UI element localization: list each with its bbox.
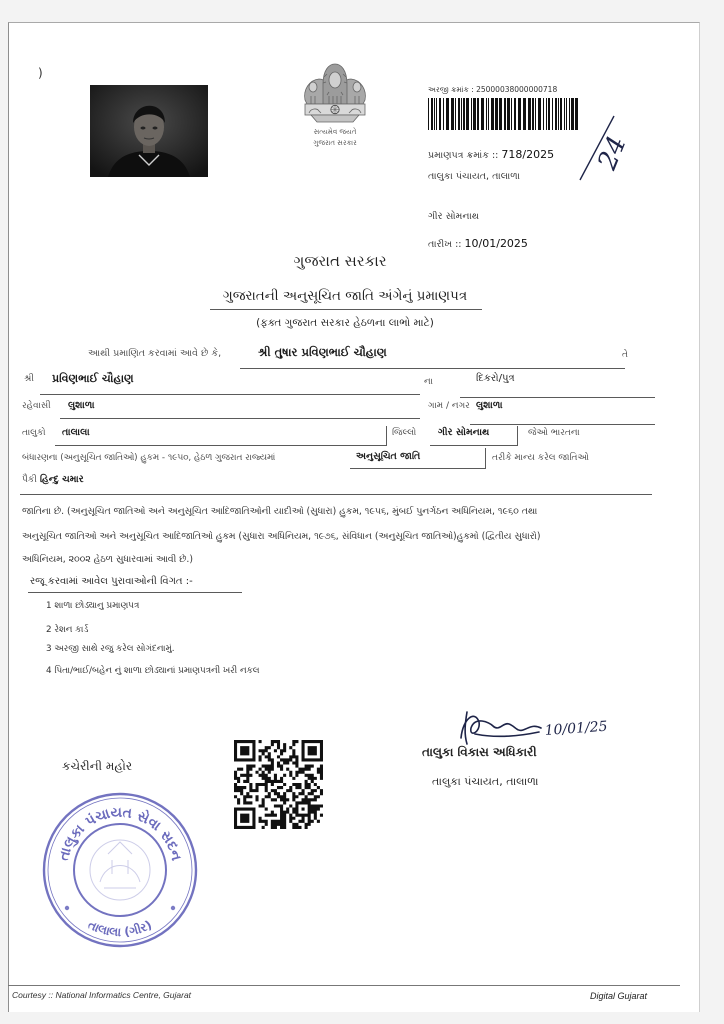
emblem-caption: ગુજરાત સરકાર: [313, 139, 357, 147]
stamp-dot: [65, 906, 69, 910]
application-number-value: 25000038000000718: [476, 85, 558, 94]
barcode-bar: [455, 98, 456, 130]
village-label: ગામ / નગર: [428, 401, 470, 411]
caste-prefix: પૈકી: [22, 475, 37, 485]
barcode-bar: [538, 98, 541, 130]
intro-text: આથી પ્રમાણિત કરવામાં આવે છે કે,: [88, 348, 222, 359]
barcode-bar: [560, 98, 562, 130]
signatory-office: તાલુકા પંચાયત, તાલાળા: [432, 775, 539, 788]
citizen-text: જેઓ ભારતના: [528, 428, 580, 438]
state-emblem-icon: [299, 60, 371, 138]
relation-underline: [460, 397, 655, 398]
barcode-bar: [488, 98, 489, 130]
barcode-bar: [458, 98, 460, 130]
caste-underline: [20, 494, 652, 495]
barcode-bar: [499, 98, 502, 130]
evidence-item: [46, 666, 259, 677]
father-prefix: શ્રી: [24, 374, 34, 384]
district-underline: [430, 445, 517, 446]
relation-value: દિકરો/પુત્ર: [476, 373, 515, 384]
caste-value: હિન્દુ ચમાર: [39, 474, 84, 485]
barcode-bar: [511, 98, 512, 130]
application-number-label: અરજી ક્રમાંક :: [428, 85, 474, 94]
barcode-bar: [514, 98, 516, 130]
evidence-heading-underline: [28, 592, 242, 593]
barcode-bar: [481, 98, 484, 130]
legal-text-line: અધિનિયમ, ૨૦૦૨ હેઠળ સુધારવામાં આવી છે.): [22, 554, 193, 565]
barcode-bar: [477, 98, 479, 130]
caste-line: [22, 474, 84, 486]
evidence-heading: રજૂ કરવામાં આવેલ પુરાવાઓની વિગત :-: [30, 576, 193, 587]
barcode-bar: [504, 98, 506, 130]
evidence-item: [46, 601, 139, 612]
signatory-title: તાલુકા વિકાસ અધિકારી: [422, 745, 537, 759]
issue-date-label: તારીખ ::: [428, 239, 462, 250]
header-office: તાલુકા પંચાયત, તાલાળા: [428, 171, 520, 182]
legal-text-line: જાતિના છે. (અનુસૂચિત જાતિઓ અને અનુસૂચિત આદિજાતિઓની યાદીઓ (સુધારા) હુકમ, ૧૯૫૬, મુંબઈ પુનર્ગઠન અધિનિયમ, ૧૯૬૦ તથા: [22, 506, 538, 517]
barcode-bar: [428, 98, 429, 130]
handwritten-serial-mark: [572, 110, 642, 190]
legal-text-line: અનુસૂચિત જાતિઓ અને અનુસૂચિત આદિજાતિઓ હુકમ (સુધારા અધિનિયમ, ૧૯૭૬, સંવિધાન (અનુસૂચિત જાતિઓ)હુકમો (દ્વિતીય સુધારો): [22, 531, 541, 542]
evidence-item-text: શાળા છોડ્યાનુ પ્રમાણપત્ર: [54, 601, 140, 611]
barcode-bar: [466, 98, 469, 130]
application-number: [428, 85, 557, 94]
intro-suffix: તે: [622, 350, 628, 360]
category-value: અનુસૂચિત જાતિ: [356, 451, 421, 462]
stamp-bottom-text: તાલાલા (ગીર): [85, 917, 155, 940]
certificate-number-value: 718/2025: [501, 148, 555, 161]
barcode-bar: [495, 98, 498, 130]
village-value: લુશાળા: [476, 400, 503, 411]
certificate-subtitle: (ફક્ત ગુજરાત સરકાર હેઠળના લાભો માટે): [256, 317, 434, 329]
barcode-bar: [558, 98, 559, 130]
barcode-bar: [473, 98, 476, 130]
handwritten-serial-text: 24: [592, 132, 633, 174]
government-heading: ગુજરાત સરકાર: [293, 252, 387, 270]
svg-text:તાલાલા (ગીર): [86, 918, 154, 940]
certificate-number-label: પ્રમાણપત્ર ક્રમાંક ::: [428, 150, 499, 161]
taluka-value: તાલાલા: [62, 427, 90, 438]
barcode-bar: [443, 98, 444, 130]
barcode-bar: [431, 98, 433, 130]
certificate-number: [428, 148, 554, 162]
barcode-bar: [564, 98, 565, 130]
evidence-item: [46, 644, 175, 655]
relation-label: ના: [424, 377, 433, 387]
evidence-item-text: રેશન કાર્ડ: [54, 625, 89, 635]
resident-underline: [60, 418, 420, 419]
barcode-bar: [486, 98, 487, 130]
barcode-bar: [535, 98, 536, 130]
barcode-bar: [546, 98, 547, 130]
barcode-bar: [463, 98, 465, 130]
barcode-bar: [446, 98, 449, 130]
footer-rule: [8, 985, 680, 986]
father-name: પ્રવિણભાઈ ચૌહાણ: [52, 372, 134, 385]
evidence-item-number: 1: [46, 601, 52, 611]
header-district: ગીર સોમનાથ: [428, 211, 480, 222]
footer-brand: Digital Gujarat: [590, 991, 648, 1001]
barcode-bar: [555, 98, 557, 130]
evidence-item: [46, 625, 88, 636]
barcode-bar: [548, 98, 550, 130]
stamp-inner-design: [90, 840, 150, 900]
recognized-text: તરીકે માન્ય કરેલ જાતિઓ: [492, 453, 589, 463]
corner-mark: ): [38, 66, 43, 80]
barcode-bar: [523, 98, 526, 130]
applicant-photo: [90, 85, 208, 177]
issue-date: [428, 237, 528, 251]
seal-label: કચેરીની મહોર: [62, 759, 133, 773]
barcode: [428, 98, 578, 130]
barcode-bar: [461, 98, 462, 130]
resident-value: લુશાળા: [68, 400, 95, 411]
signature-date: 10/01/25: [544, 718, 609, 739]
taluka-underline: [55, 445, 386, 446]
barcode-bar: [532, 98, 534, 130]
district-value: ગીર સોમનાથ: [438, 427, 490, 438]
qr-code: [234, 740, 323, 829]
barcode-bar: [569, 98, 570, 130]
barcode-bar: [434, 98, 435, 130]
evidence-item-number: 2: [46, 625, 52, 635]
district-label: જિલ્લો: [392, 428, 417, 438]
barcode-bar: [507, 98, 510, 130]
order-text: બંધારણના (અનુસૂચિત જાતિઓ) હુકમ - ૧૯૫૦, હેઠળ ગુજરાત રાજ્યમાં: [22, 453, 276, 463]
evidence-item-text: પિતા/ભાઈ/બહેન નું શાળા છોડ્યાનાં પ્રમાણપત્રની ખરી નકલ: [54, 666, 260, 676]
taluka-label: તાલુકો: [22, 428, 46, 438]
footer-courtesy: Courtesy :: National Informatics Centre, Gujarat: [12, 990, 192, 1000]
barcode-bar: [436, 98, 437, 130]
barcode-bar: [451, 98, 454, 130]
issue-date-value: 10/01/2025: [464, 237, 528, 250]
barcode-bar: [518, 98, 521, 130]
evidence-item-text: અરજી સાથે રજુ કરેલ સોગંદનામું.: [54, 644, 175, 654]
barcode-bar: [439, 98, 441, 130]
barcode-bar: [528, 98, 531, 130]
evidence-item-number: 3: [46, 644, 52, 654]
evidence-item-number: 4: [46, 666, 52, 676]
barcode-bar: [471, 98, 472, 130]
emblem-motto: સત્યમેવ જયતે: [313, 128, 357, 136]
village-underline: [470, 424, 655, 425]
stamp-top-text: તાલુકા પંચાયત સેવા સદન: [55, 804, 185, 863]
barcode-bar: [552, 98, 553, 130]
certificate-title: ગુજરાતની અનુસૂચિત જાતિ અંગેનું પ્રમાણપત્ર: [222, 288, 468, 304]
stamp-dot: [171, 906, 175, 910]
resident-label: રહેવાસી: [22, 401, 51, 411]
barcode-bar: [543, 98, 544, 130]
district-box-edge: [517, 426, 518, 446]
father-name-underline: [40, 394, 420, 395]
title-underline: [210, 309, 482, 310]
barcode-bar: [491, 98, 494, 130]
holder-name-underline: [240, 368, 625, 369]
district-separator: [386, 426, 387, 446]
office-stamp: [40, 790, 200, 950]
barcode-bar: [566, 98, 567, 130]
holder-name: શ્રી તુષાર પ્રવિણભાઈ ચૌહાણ: [258, 345, 387, 359]
